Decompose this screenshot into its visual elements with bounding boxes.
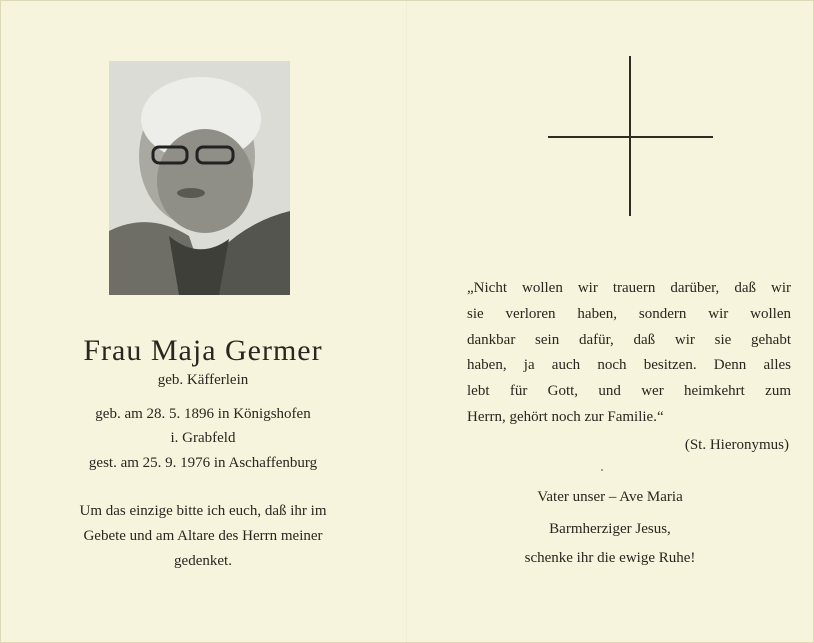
death-line: gest. am 25. 9. 1976 in Aschaffenburg: [88, 455, 318, 471]
prayer-line: gedenket.: [174, 553, 232, 569]
cross-icon-bar: [548, 136, 713, 138]
quote-line: dankbar sein dafür, daß wir sie gehabt: [467, 331, 791, 348]
birth-line: geb. am 28. 5. 1896 in Königshofen: [95, 406, 311, 422]
card-fold: [406, 0, 407, 643]
closing-prayer-1: Vater unser – Ave Maria: [537, 489, 683, 505]
portrait-photo: [109, 61, 290, 295]
quote-source: (St. Hieronymus): [684, 437, 789, 453]
quote-line: Herrn, gehört noch zur Familie.“: [467, 408, 664, 425]
quote-line: lebt für Gott, und wer heimkehrt zum: [467, 383, 791, 400]
quote-line: „Nicht wollen wir trauern darüber, daß wir: [467, 280, 791, 296]
closing-prayer-3: schenke ihr die ewige Ruhe!: [524, 550, 696, 566]
closing-prayer-2: Barmherziger Jesus,: [549, 521, 671, 537]
divider-dot: [601, 469, 603, 471]
quote-line: haben, ja auch noch besitzen. Denn alles: [467, 357, 791, 374]
quote-line: sie verloren haben, sondern wir wollen: [467, 305, 791, 322]
prayer-line: Um das einzige bitte ich euch, daß ihr im: [79, 503, 327, 519]
birth-place-continuation: i. Grabfeld: [170, 430, 236, 446]
maiden-name: geb. Käfferlein: [157, 372, 249, 388]
prayer-request: [0, 499, 406, 574]
prayer-line: Gebete und am Altare des Herrn meiner: [83, 528, 323, 544]
quote: [467, 276, 791, 431]
deceased-name: Frau Maja Germer: [83, 334, 323, 367]
